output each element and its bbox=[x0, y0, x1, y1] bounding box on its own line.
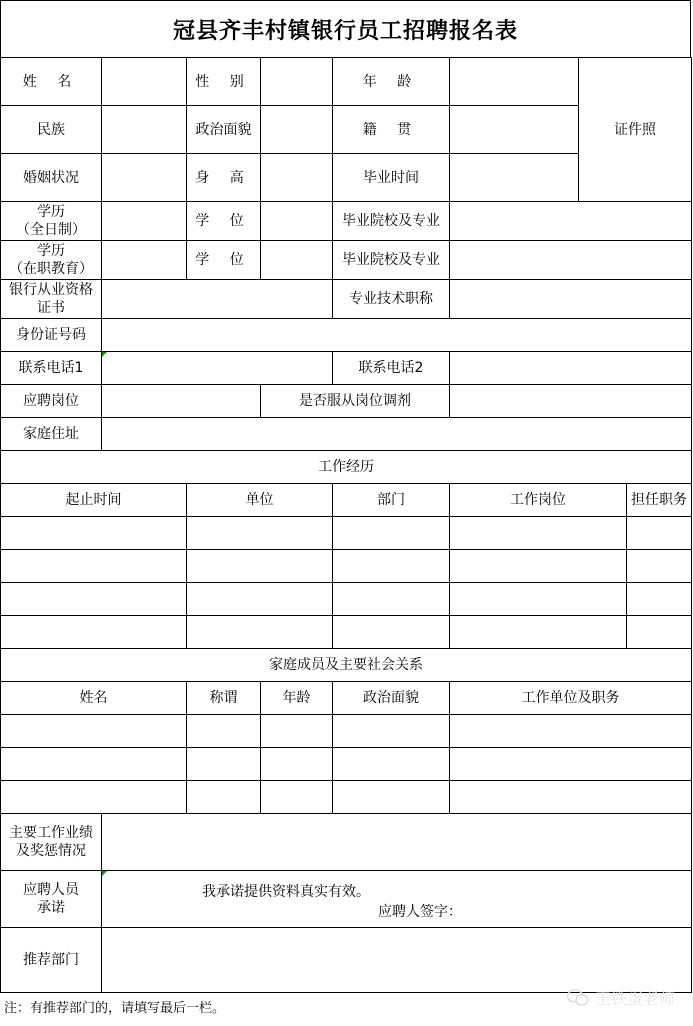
family-cell-employer[interactable] bbox=[450, 715, 692, 748]
field-school-major-fulltime[interactable] bbox=[450, 202, 692, 241]
row-phones bbox=[1, 352, 692, 385]
work-cell-post[interactable] bbox=[450, 550, 627, 583]
label-achievements bbox=[1, 814, 102, 871]
field-accept-adjust[interactable] bbox=[450, 385, 692, 418]
label-degree-parttime: 学 位 bbox=[187, 241, 261, 280]
work-cell-employer[interactable] bbox=[187, 583, 333, 616]
family-row bbox=[1, 748, 692, 781]
field-position[interactable] bbox=[102, 385, 261, 418]
row-position bbox=[1, 385, 692, 418]
field-phone2[interactable] bbox=[450, 352, 692, 385]
label-height: 身 高 bbox=[187, 154, 261, 202]
family-cell-age[interactable] bbox=[261, 748, 333, 781]
work-cell-department[interactable] bbox=[333, 517, 450, 550]
label-address: 家庭住址 bbox=[1, 418, 102, 451]
field-name[interactable] bbox=[102, 58, 187, 106]
work-cell-post[interactable] bbox=[450, 583, 627, 616]
field-pledge[interactable] bbox=[102, 871, 692, 928]
photo-box[interactable]: 证件照 bbox=[579, 58, 692, 202]
family-cell-relation[interactable] bbox=[187, 748, 261, 781]
row-family-header bbox=[1, 649, 692, 682]
watermark-text: 王铁蛋老师 bbox=[594, 989, 675, 1008]
label-edu-parttime-line2: （在职教育） bbox=[9, 261, 93, 277]
row-achievements bbox=[1, 814, 692, 871]
family-cell-name[interactable] bbox=[1, 715, 187, 748]
label-pledge bbox=[1, 871, 102, 928]
work-cell-duty[interactable] bbox=[627, 517, 692, 550]
row-work-header bbox=[1, 451, 692, 484]
work-cell-employer[interactable] bbox=[187, 616, 333, 649]
field-edu-parttime[interactable] bbox=[102, 241, 187, 280]
field-degree-parttime[interactable] bbox=[261, 241, 333, 280]
family-col-political: 政治面貌 bbox=[333, 682, 450, 715]
family-row bbox=[1, 715, 692, 748]
label-school-major-fulltime: 毕业院校及专业 bbox=[333, 202, 450, 241]
label-edu-parttime bbox=[1, 241, 102, 280]
row-recommend bbox=[1, 928, 692, 993]
registration-form-table bbox=[0, 57, 692, 993]
label-gender: 性 别 bbox=[187, 58, 261, 106]
family-cell-name[interactable] bbox=[1, 748, 187, 781]
label-age: 年 龄 bbox=[333, 58, 450, 106]
work-col-duty: 担任职务 bbox=[627, 484, 692, 517]
work-cell-period[interactable] bbox=[1, 616, 187, 649]
family-cell-name[interactable] bbox=[1, 781, 187, 814]
label-title-rank: 专业技术职称 bbox=[333, 280, 450, 319]
family-cell-political[interactable] bbox=[333, 715, 450, 748]
field-age[interactable] bbox=[450, 58, 579, 106]
family-col-name: 姓名 bbox=[1, 682, 187, 715]
row-id-number bbox=[1, 319, 692, 352]
field-edu-fulltime[interactable] bbox=[102, 202, 187, 241]
field-id-number[interactable] bbox=[102, 319, 692, 352]
family-col-employer: 工作单位及职务 bbox=[450, 682, 692, 715]
label-position: 应聘岗位 bbox=[1, 385, 102, 418]
work-cell-duty[interactable] bbox=[627, 616, 692, 649]
field-school-major-parttime[interactable] bbox=[450, 241, 692, 280]
work-row bbox=[1, 517, 692, 550]
signature-label: 应聘人签字： bbox=[378, 904, 462, 920]
field-title-rank[interactable] bbox=[450, 280, 692, 319]
wechat-icon bbox=[567, 989, 589, 1007]
section-family: 家庭成员及主要社会关系 bbox=[1, 649, 692, 682]
footnote: 注：有推荐部门的，请填写最后一栏。 bbox=[4, 1001, 226, 1016]
label-edu-parttime-line1: 学历 bbox=[37, 243, 65, 259]
field-marital[interactable] bbox=[102, 154, 187, 202]
field-achievements[interactable] bbox=[102, 814, 692, 871]
row-address bbox=[1, 418, 692, 451]
label-marital: 婚姻状况 bbox=[1, 154, 102, 202]
work-cell-employer[interactable] bbox=[187, 550, 333, 583]
family-cell-employer[interactable] bbox=[450, 748, 692, 781]
work-cell-employer[interactable] bbox=[187, 517, 333, 550]
family-row bbox=[1, 781, 692, 814]
work-cell-duty[interactable] bbox=[627, 550, 692, 583]
label-phone1: 联系电话1 bbox=[1, 352, 102, 385]
family-cell-relation[interactable] bbox=[187, 781, 261, 814]
field-political[interactable] bbox=[261, 106, 333, 154]
work-col-post: 工作岗位 bbox=[450, 484, 627, 517]
row-education-fulltime bbox=[1, 202, 692, 241]
label-bank-cert-line1: 银行从业资格 bbox=[9, 282, 93, 298]
label-edu-fulltime-line2: （全日制） bbox=[16, 222, 86, 238]
label-bank-cert-line2: 证书 bbox=[37, 300, 65, 316]
label-ethnicity: 民族 bbox=[1, 106, 102, 154]
work-cell-post[interactable] bbox=[450, 616, 627, 649]
row-work-columns bbox=[1, 484, 692, 517]
field-bank-cert[interactable] bbox=[102, 280, 333, 319]
field-native[interactable] bbox=[450, 106, 579, 154]
field-grad-time[interactable] bbox=[450, 154, 579, 202]
work-row bbox=[1, 550, 692, 583]
family-col-relation: 称谓 bbox=[187, 682, 261, 715]
work-cell-department[interactable] bbox=[333, 616, 450, 649]
work-cell-period[interactable] bbox=[1, 550, 187, 583]
work-row bbox=[1, 616, 692, 649]
watermark bbox=[567, 986, 675, 1009]
work-cell-period[interactable] bbox=[1, 583, 187, 616]
family-cell-employer[interactable] bbox=[450, 781, 692, 814]
family-cell-age[interactable] bbox=[261, 715, 333, 748]
label-native: 籍 贯 bbox=[333, 106, 450, 154]
work-cell-duty[interactable] bbox=[627, 583, 692, 616]
row-basic-1 bbox=[1, 58, 692, 106]
label-name: 姓 名 bbox=[1, 58, 102, 106]
label-phone2: 联系电话2 bbox=[333, 352, 450, 385]
label-id-number: 身份证号码 bbox=[1, 319, 102, 352]
work-cell-period[interactable] bbox=[1, 517, 187, 550]
label-school-major-parttime: 毕业院校及专业 bbox=[333, 241, 450, 280]
label-political: 政治面貌 bbox=[187, 106, 261, 154]
family-cell-political[interactable] bbox=[333, 781, 450, 814]
field-ethnicity[interactable] bbox=[102, 106, 187, 154]
label-pledge-line1: 应聘人员 bbox=[23, 882, 79, 898]
label-achievements-line1: 主要工作业绩 bbox=[9, 825, 93, 841]
work-row bbox=[1, 583, 692, 616]
label-pledge-line2: 承诺 bbox=[37, 900, 65, 916]
family-col-age: 年龄 bbox=[261, 682, 333, 715]
work-col-department: 部门 bbox=[333, 484, 450, 517]
field-gender[interactable] bbox=[261, 58, 333, 106]
family-cell-political[interactable] bbox=[333, 748, 450, 781]
field-phone1[interactable] bbox=[102, 352, 333, 385]
label-degree-fulltime: 学 位 bbox=[187, 202, 261, 241]
label-grad-time: 毕业时间 bbox=[333, 154, 450, 202]
work-col-employer: 单位 bbox=[187, 484, 333, 517]
label-accept-adjust: 是否服从岗位调剂 bbox=[261, 385, 450, 418]
field-address[interactable] bbox=[102, 418, 692, 451]
work-cell-post[interactable] bbox=[450, 517, 627, 550]
row-education-parttime bbox=[1, 241, 692, 280]
row-pledge bbox=[1, 871, 692, 928]
work-cell-department[interactable] bbox=[333, 583, 450, 616]
label-recommend: 推荐部门 bbox=[1, 928, 102, 993]
section-work-experience: 工作经历 bbox=[1, 451, 692, 484]
label-achievements-line2: 及奖惩情况 bbox=[16, 843, 86, 859]
work-col-period: 起止时间 bbox=[1, 484, 187, 517]
row-certificate bbox=[1, 280, 692, 319]
work-cell-department[interactable] bbox=[333, 550, 450, 583]
pledge-statement: 我承诺提供资料真实有效。 bbox=[202, 884, 370, 900]
field-degree-fulltime[interactable] bbox=[261, 202, 333, 241]
field-height[interactable] bbox=[261, 154, 333, 202]
label-edu-fulltime bbox=[1, 202, 102, 241]
form-title: 冠县齐丰村镇银行员工招聘报名表 bbox=[0, 0, 691, 58]
field-recommend[interactable] bbox=[102, 928, 692, 993]
row-family-columns bbox=[1, 682, 692, 715]
label-bank-cert bbox=[1, 280, 102, 319]
family-cell-age[interactable] bbox=[261, 781, 333, 814]
family-cell-relation[interactable] bbox=[187, 715, 261, 748]
label-edu-fulltime-line1: 学历 bbox=[37, 204, 65, 220]
